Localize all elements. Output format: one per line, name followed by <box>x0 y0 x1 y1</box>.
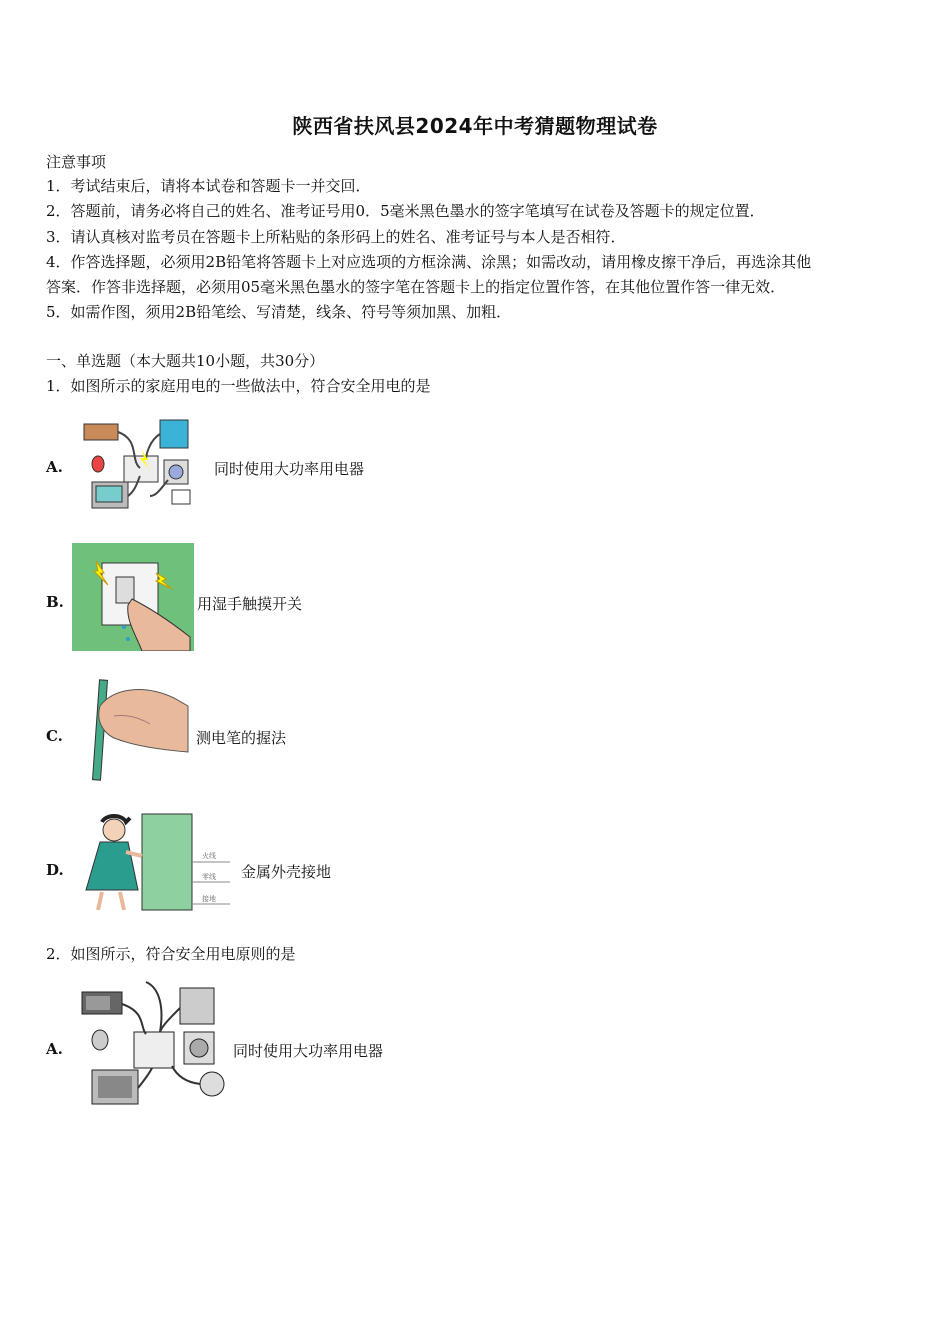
q1-option-b-letter: B. <box>46 593 64 611</box>
fig-d-label-neutral: 零线 <box>202 873 216 881</box>
page-title: 陕西省扶风县2024年中考猜题物理试卷 <box>292 114 658 138</box>
q1-option-d-letter: D. <box>46 861 64 879</box>
notice-item-2: 2．答题前，请务必将自己的姓名、准考证号用0．5毫米黑色墨水的签字笔填写在试卷及答题卡的规定位置． <box>46 202 765 220</box>
q1-option-c-figure <box>74 676 190 784</box>
q2-option-a-letter: A. <box>46 1040 63 1058</box>
q1-option-a-text: 同时使用大功率用电器 <box>214 460 365 478</box>
q1-option-d-text: 金属外壳接地 <box>241 863 332 881</box>
section-heading: 一、单选题（本大题共10小题，共30分） <box>46 352 325 370</box>
q1-option-a-figure <box>80 410 200 516</box>
q1-option-c-letter: C. <box>46 727 63 745</box>
question-1-stem: 1．如图所示的家庭用电的一些做法中，符合安全用电的是 <box>46 377 431 395</box>
question-2-stem: 2．如图所示，符合安全用电原则的是 <box>46 945 296 963</box>
q1-option-d-figure <box>80 812 232 916</box>
notice-item-4-cont: 答案．作答非选择题，必须用05毫米黑色墨水的签字笔在答题卡上的指定位置作答，在其他位置作答一律无效． <box>46 278 786 296</box>
q2-option-a-text: 同时使用大功率用电器 <box>233 1042 384 1060</box>
notice-item-5: 5．如需作图，须用2B铅笔绘、写清楚，线条、符号等须加黑、加粗． <box>46 303 512 321</box>
q1-option-c-text: 测电笔的握法 <box>196 729 287 747</box>
notice-item-3: 3．请认真核对监考员在答题卡上所粘贴的条形码上的姓名、准考证号与本人是否相符． <box>46 228 626 246</box>
q2-option-a-figure <box>80 978 232 1114</box>
q1-option-b-figure <box>72 543 194 651</box>
q1-option-a-letter: A. <box>46 458 63 476</box>
notice-heading: 注意事项 <box>46 153 107 171</box>
fig-d-label-ground: 接地 <box>202 895 216 903</box>
fig-d-label-live: 火线 <box>202 852 216 860</box>
notice-item-1: 1．考试结束后，请将本试卷和答题卡一并交回． <box>46 177 371 195</box>
notice-item-4: 4．作答选择题，必须用2B铅笔将答题卡上对应选项的方框涂满、涂黑；如需改动，请用橡皮擦干净后，再选涂其他 <box>46 253 812 271</box>
q1-option-b-text: 用湿手触摸开关 <box>197 595 303 613</box>
